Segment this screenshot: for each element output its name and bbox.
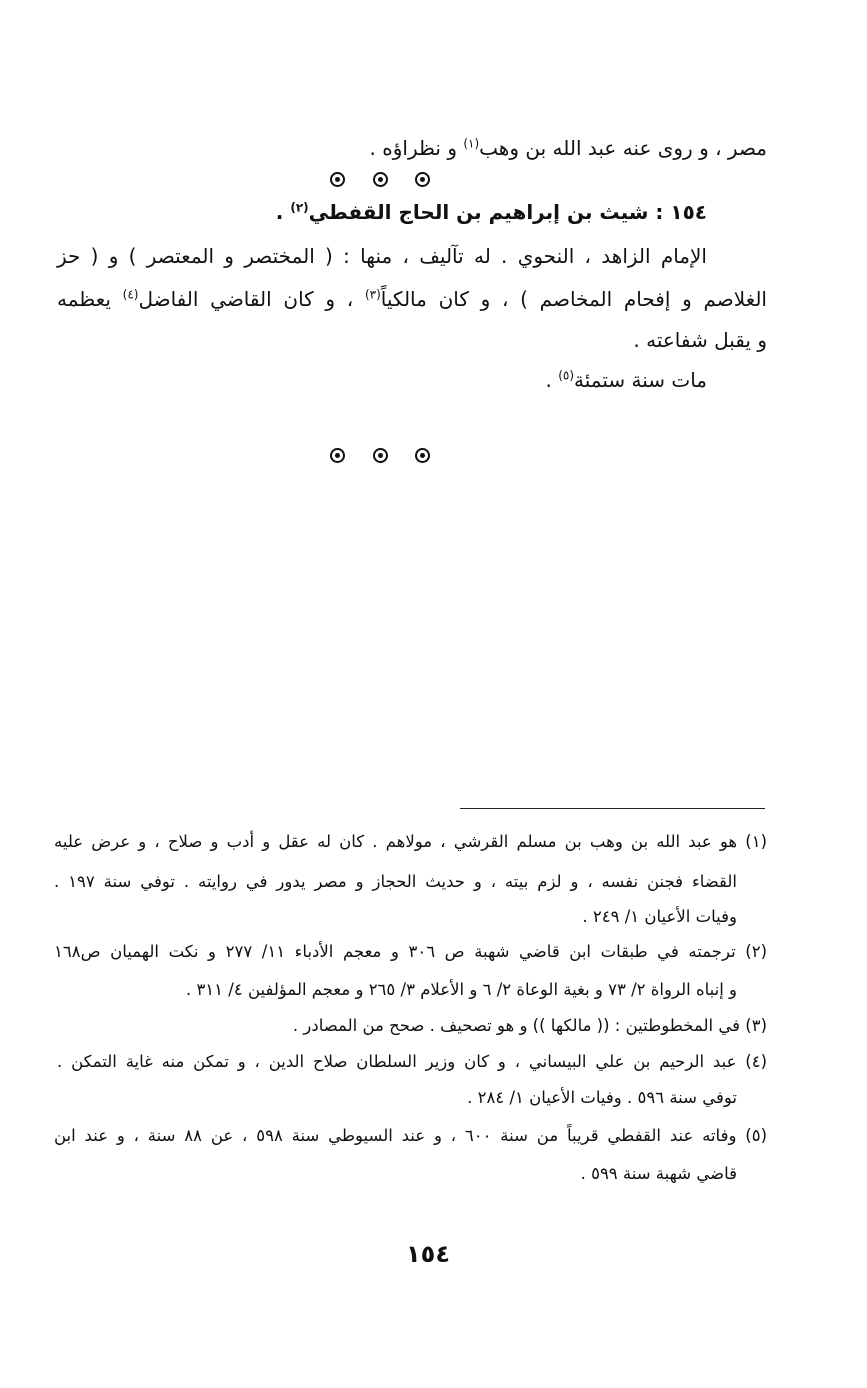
entry-paragraph-text-2c: يعظمه [57, 287, 111, 311]
entry-heading [276, 198, 707, 226]
footnote-4-line-2 [467, 1086, 737, 1110]
footnote-text: قاضي شهبة سنة ٥٩٩ . [580, 1164, 737, 1183]
entry-number: ١٥٤ [670, 200, 707, 224]
star-ornament-icon [373, 172, 388, 187]
entry-paragraph-text-2a: الغلاصم و إفحام المخاصم ) ، و كان مالكياً [380, 287, 767, 311]
star-ornament-icon [415, 172, 430, 187]
entry-name: شيث بن إبراهيم بن الحاج القفطي [308, 200, 649, 224]
star-ornament-icon [330, 448, 345, 463]
footnote-1-line-3 [582, 905, 737, 929]
death-text: مات سنة ستمئة [574, 368, 707, 392]
footnote-text: توفي سنة ٥٩٦ . وفيات الأعيان ١/ ٢٨٤ . [467, 1088, 737, 1107]
footnote-ref-1: (١) [463, 136, 480, 151]
continuation-text: مصر ، و روى عنه عبد الله بن وهب [479, 136, 767, 160]
footnote-ref-3: (٣) [364, 287, 381, 302]
footnote-5-line-1 [54, 1124, 767, 1148]
star-ornament-icon [415, 448, 430, 463]
footnote-ref-2: (٢) [290, 200, 309, 215]
entry-paragraph-text-2b: ، و كان القاضي الفاضل [138, 287, 354, 311]
footnote-4-line-1 [57, 1050, 767, 1074]
footnote-1-line-1 [54, 830, 767, 854]
footnote-2-line-2 [186, 978, 737, 1002]
footnote-text: (٥) وفاته عند القفطي قريباً من سنة ٦٠٠ ، و عند السيوطي سنة ٥٩٨ ، عن ٨٨ سنة ، و عند ابن [54, 1126, 768, 1145]
entry-paragraph-line-1 [57, 242, 707, 270]
footnote-text: وفيات الأعيان ١/ ٢٤٩ . [582, 907, 737, 926]
star-ornament-icon [373, 448, 388, 463]
footnote-ref-5: (٥) [558, 368, 575, 383]
footnote-text: (٣) في المخطوطتين : (( مالكها )) و هو تصحيف . صحح من المصادر . [292, 1016, 767, 1035]
footnote-1-line-2 [54, 870, 737, 894]
footnote-text: و إنباه الرواة ٢/ ٧٣ و بغية الوعاة ٢/ ٦ و الأعلام ٣/ ٢٦٥ و معجم المؤلفين ٤/ ٣١١ . [185, 980, 737, 999]
entry-separator: : [655, 200, 664, 224]
page-number: ١٥٤ [406, 1240, 450, 1268]
footnote-text: (١) هو عبد الله بن وهب بن مسلم القرشي ، مولاهم . كان له عقل و أدب و صلاح ، و عرض عليه [54, 832, 767, 851]
footnote-5-line-2 [581, 1162, 737, 1186]
section-divider-stars [330, 448, 430, 463]
entry-paragraph-text-3: و يقبل شفاعته . [633, 328, 767, 352]
body-line-continuation [370, 134, 767, 162]
footnote-ref-4: (٤) [122, 287, 139, 302]
entry-death-line [545, 366, 707, 394]
continuation-tail: و نظراؤه . [369, 136, 457, 160]
entry-paragraph-text-1: الإمام الزاهد ، النحوي . له تآليف ، منها : ( المختصر و المعتصر ) و ( حز [57, 244, 707, 268]
section-divider-stars [330, 172, 430, 187]
footnote-separator-rule [460, 808, 765, 809]
footnote-text: القضاء فجنن نفسه ، و لزم بيته ، و حديث الحجاز و مصر يدور في روايته . توفي سنة ١٩٧ . [54, 872, 737, 891]
footnote-text: (٢) ترجمته في طبقات ابن قاضي شهبة ص ٣٠٦ و معجم الأدباء ١١/ ٢٧٧ و نكت الهميان ص١٦٨ [54, 942, 767, 961]
footnote-text: (٤) عبد الرحيم بن علي البيساني ، و كان وزير السلطان صلاح الدين ، و تمكن منه غاية التمكن . [57, 1052, 767, 1071]
footnote-2-line-1 [54, 940, 767, 964]
footnote-3-line-1 [293, 1014, 767, 1038]
star-ornament-icon [330, 172, 345, 187]
entry-paragraph-line-2 [57, 285, 767, 313]
entry-paragraph-line-3 [633, 326, 767, 354]
death-end: . [545, 368, 552, 392]
entry-name-end: . [275, 200, 284, 224]
